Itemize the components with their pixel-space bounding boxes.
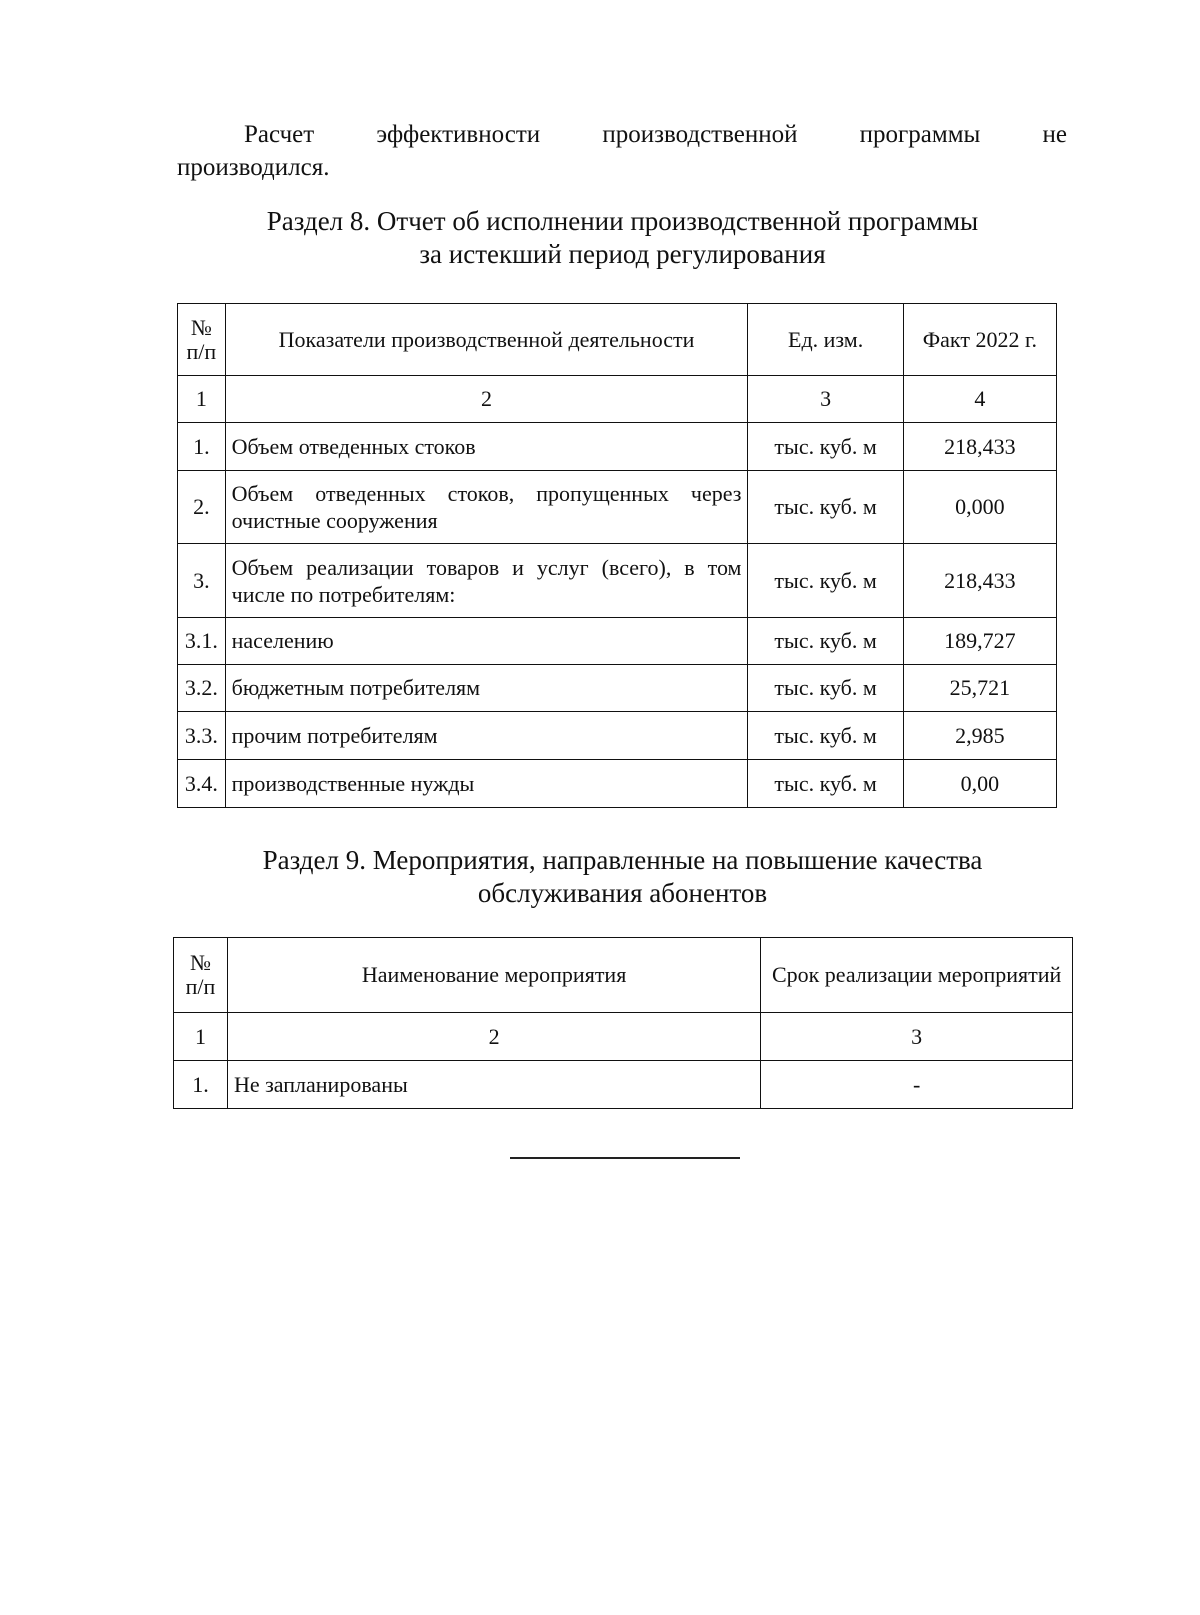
section-9-title-line-1: Раздел 9. Мероприятия, направленные на повышение качества [262, 845, 983, 875]
production-report-table [177, 303, 1057, 808]
section-9-title-line-2: обслуживания абонентов [477, 878, 768, 908]
row-unit: тыс. куб. м [748, 760, 903, 808]
header-term: Срок реализации мероприятий [761, 938, 1073, 1013]
row-num: 3.1. [178, 618, 226, 665]
intro-paragraph [177, 118, 1067, 184]
col-number: 3 [761, 1013, 1073, 1061]
section-9-title [0, 844, 1200, 910]
col-number: 1 [174, 1013, 228, 1061]
table-row [178, 712, 1057, 760]
row-unit: тыс. куб. м [748, 618, 903, 665]
row-value: 25,721 [903, 665, 1056, 712]
col-number: 3 [748, 376, 903, 423]
row-value: 189,727 [903, 618, 1056, 665]
row-name: бюджетным потребителям [225, 665, 748, 712]
row-name: прочим потребителям [225, 712, 748, 760]
row-name: Объем отведенных стоков [225, 423, 748, 471]
row-num: 3. [178, 544, 226, 618]
section-8-title-line-2: за истекший период регулирования [419, 239, 826, 269]
row-name: населению [225, 618, 748, 665]
row-num: 3.2. [178, 665, 226, 712]
row-name: Не запланированы [227, 1061, 760, 1109]
table-header-row [178, 304, 1057, 376]
header-indicator: Показатели производственной деятельности [225, 304, 748, 376]
row-num: 3.3. [178, 712, 226, 760]
header-fact: Факт 2022 г. [903, 304, 1056, 376]
row-value: 218,433 [903, 544, 1056, 618]
col-number: 2 [227, 1013, 760, 1061]
intro-word: Расчет [244, 121, 315, 148]
row-value: 2,985 [903, 712, 1056, 760]
column-number-row [178, 376, 1057, 423]
row-term: - [761, 1061, 1073, 1109]
table-row [178, 665, 1057, 712]
intro-word: программы [859, 121, 981, 148]
row-value: 0,00 [903, 760, 1056, 808]
intro-line-1 [177, 118, 1067, 151]
row-value: 218,433 [903, 423, 1056, 471]
table-row [178, 423, 1057, 471]
table-row [178, 471, 1057, 544]
header-num: № п/п [178, 304, 226, 376]
row-num: 1. [174, 1061, 228, 1109]
table-header-row [174, 938, 1073, 1013]
table-row [174, 1061, 1073, 1109]
col-number: 1 [178, 376, 226, 423]
row-num: 1. [178, 423, 226, 471]
col-number: 4 [903, 376, 1056, 423]
row-unit: тыс. куб. м [748, 712, 903, 760]
row-num: 2. [178, 471, 226, 544]
table-row [178, 544, 1057, 618]
intro-word: эффективности [376, 121, 541, 148]
table-row [178, 760, 1057, 808]
row-unit: тыс. куб. м [748, 471, 903, 544]
intro-word: не [1042, 121, 1067, 148]
row-unit: тыс. куб. м [748, 544, 903, 618]
intro-line-2: производился. [177, 154, 330, 181]
column-number-row [174, 1013, 1073, 1061]
row-unit: тыс. куб. м [748, 665, 903, 712]
section-8-title-line-1: Раздел 8. Отчет об исполнении производственной программы [266, 206, 979, 236]
intro-word: производственной [602, 121, 798, 148]
header-num: № п/п [174, 938, 228, 1013]
header-unit: Ед. изм. [748, 304, 903, 376]
row-num: 3.4. [178, 760, 226, 808]
end-divider-line [510, 1157, 740, 1159]
col-number: 2 [225, 376, 748, 423]
header-activity-name: Наименование мероприятия [227, 938, 760, 1013]
row-name: Объем отведенных стоков, пропущенных через очистные сооружения [225, 471, 748, 544]
activities-table [173, 937, 1073, 1109]
table-row [178, 618, 1057, 665]
section-8-title [0, 205, 1200, 271]
row-unit: тыс. куб. м [748, 423, 903, 471]
row-value: 0,000 [903, 471, 1056, 544]
row-name: производственные нужды [225, 760, 748, 808]
row-name: Объем реализации товаров и услуг (всего), в том числе по потребителям: [225, 544, 748, 618]
